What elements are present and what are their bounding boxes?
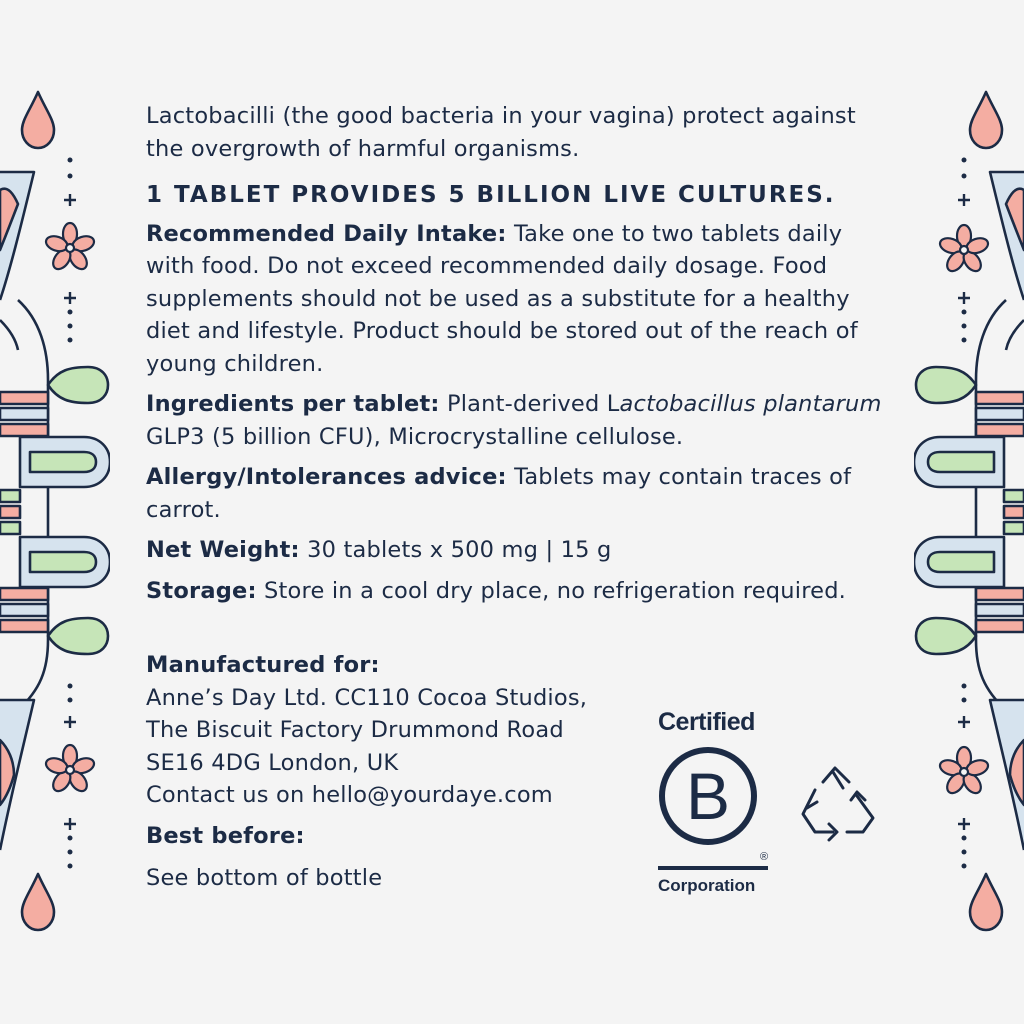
leaf-icon [916, 618, 976, 654]
ingredients-species: actobacillus plantarum [619, 391, 882, 417]
recycle-icon [793, 760, 883, 850]
drop-icon [22, 874, 54, 930]
cultures-headline: 1 TABLET PROVIDES 5 BILLION LIVE CULTURES. [146, 182, 836, 208]
drop-icon [22, 92, 54, 148]
allergy-paragraph [146, 461, 886, 526]
b-corp-logo [654, 708, 774, 898]
drop-icon [970, 874, 1002, 930]
flower-icon [938, 225, 990, 274]
storage-heading: Storage: [146, 577, 257, 604]
bcorp-corporation-text: Corporation [658, 876, 756, 895]
allergy-text: Tablets may contain traces of carrot. [146, 464, 852, 523]
ingredients-heading: Ingredients per tablet: [146, 391, 440, 417]
left-decorative-border [0, 0, 110, 1024]
best-before-heading: Best before: [146, 822, 305, 849]
net-weight-text: 30 tablets x 500 mg | 15 g [299, 537, 612, 563]
storage-paragraph [146, 575, 886, 608]
bcorp-underline [658, 866, 768, 870]
manufacturer-line-3: SE16 4DG London, UK [146, 749, 399, 776]
net-weight-paragraph [146, 534, 886, 567]
drop-icon [970, 92, 1002, 148]
leaf-icon [48, 367, 108, 403]
svg-text:®: ® [759, 851, 769, 862]
storage-text: Store in a cool dry place, no refrigeration required. [256, 577, 847, 604]
intro-text: Lactobacilli (the good bacteria in your vagina) protect against the overgrowth of harmful organisms. [146, 103, 856, 162]
bcorp-certified-text: Certified [658, 708, 755, 736]
allergy-heading: Allergy/Intolerances advice: [146, 464, 507, 490]
manufacturer-heading: Manufactured for: [146, 652, 380, 678]
bcorp-letter: B [685, 759, 731, 833]
right-decorative-border [914, 0, 1024, 1024]
bcorp-b-icon [658, 746, 758, 846]
leaf-icon [48, 618, 108, 654]
flower-icon [44, 223, 96, 272]
ingredients-paragraph [146, 388, 886, 453]
label-text-block [146, 100, 886, 895]
daily-intake-heading: Recommended Daily Intake: [146, 220, 507, 247]
manufacturer-line-1: Anne’s Day Ltd. CC110 Cocoa Studios, [146, 684, 588, 711]
manufacturer-line-2: The Biscuit Factory Drummond Road [146, 717, 564, 743]
best-before-text: See bottom of bottle [146, 865, 383, 891]
ingredients-text-pre: Plant-derived L [439, 391, 620, 417]
daily-intake-text: Take one to two tablets daily with food. Do not exceed recommended daily dosage. Food supplements should not be used as a substitute for a healthy diet and lifestyle. Product should be stored out of the reach of young children. [146, 220, 858, 377]
flower-icon [938, 747, 990, 796]
ingredients-text-post: GLP3 (5 billion CFU), Microcrystalline cellulose. [146, 423, 684, 450]
flower-icon [44, 745, 96, 794]
registered-mark [758, 850, 770, 862]
contact-line: Contact us on hello@yourdaye.com [146, 782, 553, 808]
daily-intake-paragraph [146, 218, 886, 381]
leaf-icon [916, 367, 976, 403]
net-weight-heading: Net Weight: [146, 537, 300, 563]
